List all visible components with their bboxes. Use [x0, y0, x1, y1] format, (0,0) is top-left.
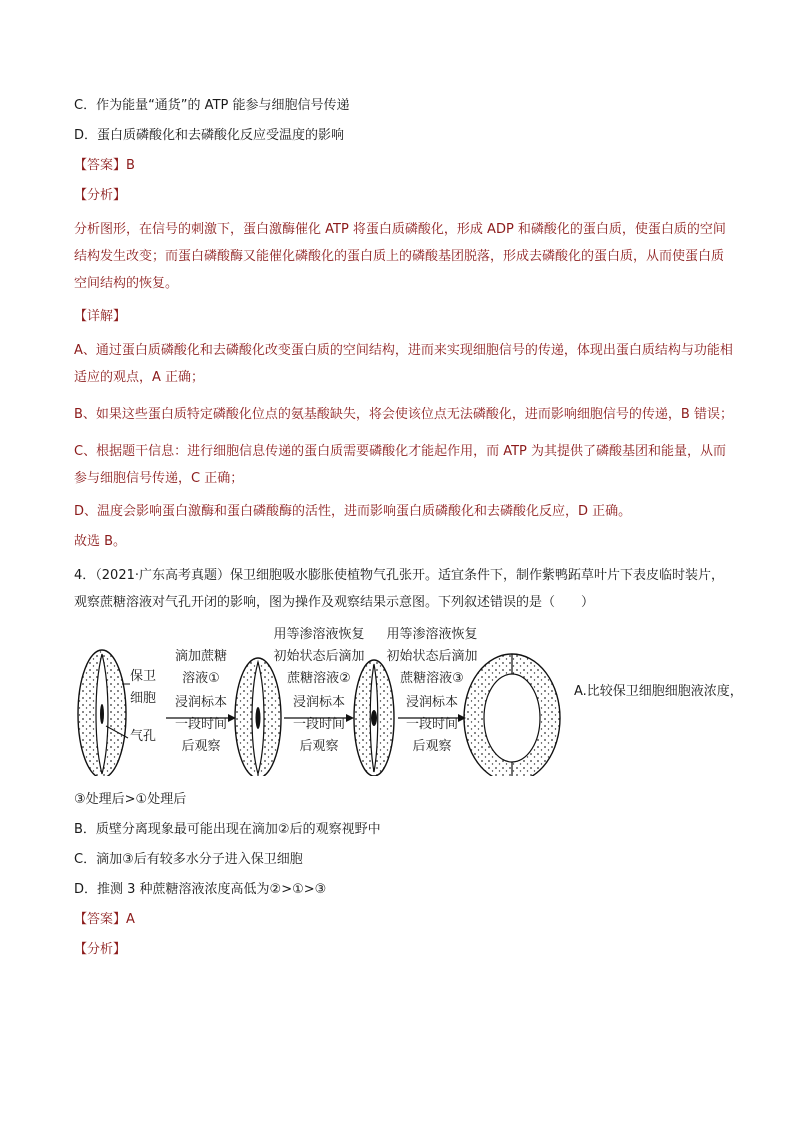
option-b: B．质壁分离现象最可能出现在滴加②后的观察视野中	[74, 822, 381, 837]
label-guard-cell: 保卫 细胞	[130, 669, 157, 706]
analysis-text-prev: 分析图形，在信号的刺激下，蛋白激酶催化 ATP 将蛋白质磷酸化，形成 ADP 和磷酸化的蛋白质，使蛋白质的空间结构发生改变；而蛋白磷酸酶又能催化磷酸化的蛋白质上的磷酸基团脱落，形成去磷酸化的蛋白质，从而使蛋白质空间结构的恢复。	[74, 222, 726, 291]
step-2-text: 用等渗溶液恢复 初始状态后滴加 蔗糖溶液② 浸润标本 一段时间 后观察	[273, 627, 365, 754]
step-1-text: 滴加蔗糖 溶液① 浸润标本 一段时间 后观察	[174, 649, 227, 754]
option-c: C．滴加③后有较多水分子进入保卫细胞	[74, 852, 303, 867]
option-a-part1: A.比较保卫细胞细胞液浓度，	[574, 684, 743, 699]
question-4-stem: 4．（2021·广东高考真题）保卫细胞吸水膨胀使植物气孔张开。适宜条件下，制作紫鸭跖草叶片下表皮临时装片，观察蔗糖溶液对气孔开闭的影响，图为操作及观察结果示意图。下列叙述错误的是（ ）	[74, 568, 724, 610]
detail-d: D、温度会影响蛋白激酶和蛋白磷酸酶的活性，进而影响蛋白质磷酸化和去磷酸化反应，D 正确。	[74, 504, 632, 519]
answer-prev: 【答案】B	[74, 158, 135, 173]
step-3-text: 用等渗溶液恢复 初始状态后滴加 蔗糖溶液③ 浸润标本 一段时间 后观察	[386, 627, 478, 754]
analysis-heading-prev: 【分析】	[74, 188, 127, 203]
detail-b: B、如果这些蛋白质特定磷酸化位点的氨基酸缺失，将会使该位点无法磷酸化，进而影响细胞信号的传递，B 错误；	[74, 407, 733, 422]
option-c-prev: C．作为能量“通货”的 ATP 能参与细胞信号传递	[74, 98, 350, 113]
answer: 【答案】A	[74, 912, 135, 927]
option-a-part2: ③处理后>①处理后	[74, 792, 187, 807]
option-d-prev: D．蛋白质磷酸化和去磷酸化反应受温度的影响	[74, 128, 345, 143]
detail-c: C、根据题干信息：进行细胞信息传递的蛋白质需要磷酸化才能起作用，而 ATP 为其提供了磷酸基团和能量，从而参与细胞信号传递，C 正确；	[74, 444, 727, 486]
document-page	[74, 96, 743, 970]
detail-heading: 【详解】	[74, 309, 127, 324]
analysis-heading: 【分析】	[74, 942, 127, 957]
option-d: D．推测 3 种蔗糖溶液浓度高低为②>①>③	[74, 882, 327, 897]
conclusion: 故选 B。	[74, 534, 127, 549]
stomata-figure	[74, 626, 743, 776]
stoma-initial	[78, 650, 126, 776]
detail-a: A、通过蛋白质磷酸化和去磷酸化改变蛋白质的空间结构，进而来实现细胞信号的传递，体现出蛋白质结构与功能相适应的观点，A 正确；	[74, 343, 733, 385]
label-stoma: 气孔	[130, 729, 157, 744]
